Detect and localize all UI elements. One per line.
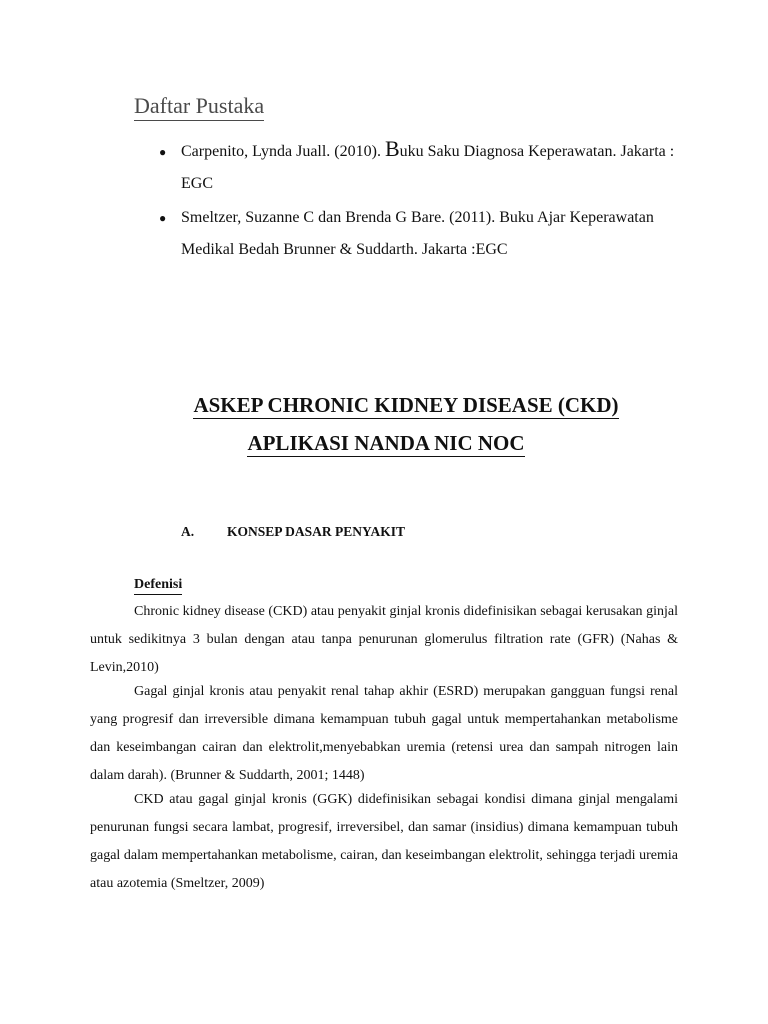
bullet-icon: ● <box>159 211 167 225</box>
reference-text-end: uku Saku Diagnosa Keperawatan. Jakarta : EGC <box>181 143 675 192</box>
section-number: A. <box>181 524 195 539</box>
section-title: KONSEP DASAR PENYAKIT <box>227 524 406 539</box>
reference-text: Smeltzer, Suzanne C dan Brenda G Bare. (2011). Buku Ajar Keperawatan Medikal Bedah Brunner & Suddarth. Jakarta :EGC <box>181 209 654 258</box>
definition-paragraph: Chronic kidney disease (CKD) atau penyakit ginjal kronis didefinisikan sebagai kerusakan ginjal untuk sedikitnya 3 bulan dengan atau tanpa penurunan glomerulus filtration rate (GFR) (Nahas & Levin,2010) <box>90 604 678 675</box>
reference-large-letter: B <box>384 136 400 161</box>
document-title-line-1 <box>22 392 768 418</box>
definition-paragraph: Gagal ginjal kronis atau penyakit renal tahap akhir (ESRD) merupakan gangguan fungsi renal yang progresif dan irreversible dimana kemampuan tubuh gagal untuk mempertahankan metabolisme dan keseimbangan cairan dan elektrolit,menyebabkan uremia (retensi urea dan sampah nitrogen lain dalam darah). (Brunner & Suddarth, 2001; 1448) <box>90 684 678 783</box>
document-title-line-2 <box>2 430 768 456</box>
reference-item <box>159 202 679 266</box>
references-heading: Daftar Pustaka <box>134 92 264 121</box>
definition-heading: Defenisi <box>134 576 182 595</box>
reference-item <box>159 136 679 200</box>
bullet-icon: ● <box>159 145 167 159</box>
title-line-2-text: APLIKASI NANDA NIC NOC <box>247 431 525 455</box>
reference-text-start: Carpenito, Lynda Juall. (2010). <box>181 143 385 160</box>
title-line-1-text: ASKEP CHRONIC KIDNEY DISEASE (CKD) <box>193 393 619 417</box>
references-list <box>159 136 679 268</box>
definition-paragraph: CKD atau gagal ginjal kronis (GGK) didefinisikan sebagai kondisi dimana ginjal mengalami penurunan fungsi secara lambat, progresif, irreversibel, dan samar (insidius) dimana kemampuan tubuh gagal dalam mempertahankan metabolisme, cairan, dan keseimbangan elektrolit, sehingga terjadi uremia atau azotemia (Smeltzer, 2009) <box>90 792 678 891</box>
section-heading <box>181 523 405 541</box>
